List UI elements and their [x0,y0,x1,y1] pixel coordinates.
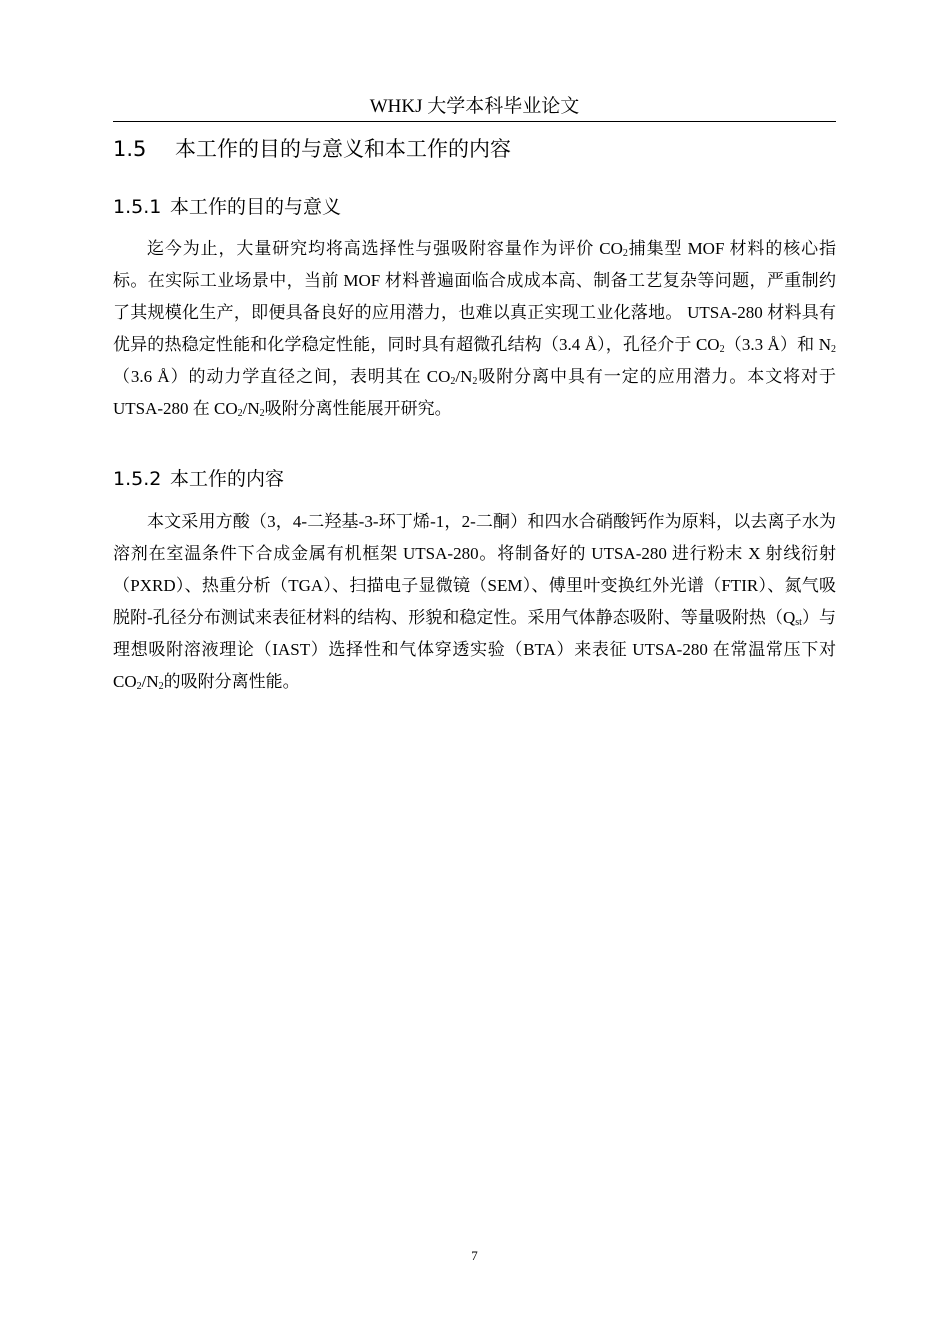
section-heading [113,135,511,163]
section-number: 1.5 [113,137,147,161]
p2-sub-3: 2 [158,681,164,692]
p1-text-7: /N [242,399,260,418]
p1-sub-7: 2 [259,408,265,419]
p1-text-6: 吸附分离中具有一定的应用潜力。本文将对于 UTSA-280 在 CO [113,367,836,418]
p2-text-4: 的吸附分离性能。 [163,672,300,691]
p1-text-4: （3.6 Å）的动力学直径之间，表明其在 CO [113,367,451,386]
subsection-heading-2 [113,466,284,492]
p1-sub-3: 2 [831,344,836,355]
section-title: 本工作的目的与意义和本工作的内容 [175,137,511,161]
p1-text-8: 吸附分离性能展开研究。 [264,399,452,418]
subsection-title-1: 本工作的目的与意义 [170,196,342,218]
p2-sub-2: 2 [136,681,142,692]
p1-sub-1: 2 [622,248,628,259]
paragraph-1 [113,233,836,425]
header-rule [113,121,836,122]
p1-sub-5: 2 [472,376,478,387]
subsection-number-1: 1.5.1 [113,196,162,218]
p2-text-3: /N [141,672,159,691]
paragraph-2 [113,506,836,698]
p1-text-2: 捕集型 MOF 材料的核心指标。在实际工业场景中，当前 MOF 材料普遍面临合成成本高、制备工艺复杂等问题，严重制约了其规模化生产，即便具备良好的应用潜力，也难以真正实现工业化落地。 UTSA-280 材料具有优异的热稳定性能和化学稳定性能，同时具有超微孔结构（3.4 Å），孔径介于 CO [113,239,836,354]
page-number: 7 [471,1248,478,1263]
p2-text-1: 本文采用方酸（3，4-二羟基-3-环丁烯-1，2-二酮）和四水合硝酸钙作为原料，以去离子水为溶剂在室温条件下合成金属有机框架 UTSA-280。将制备好的 UTSA-280 进行粉末 X 射线衍射（PXRD）、热重分析（TGA）、扫描电子显微镜（SEM）、傅里叶变换红外光谱（FTIR）、氮气吸脱附-孔径分布测试来表征材料的结构、形貌和稳定性。采用气体静态吸附、等量吸附热（Q [113,512,836,627]
p1-sub-4: 2 [450,376,456,387]
p2-text-2: ）与理想吸附溶液理论（IAST）选择性和气体穿透实验（BTA）来表征 UTSA-280 在常温常压下对 CO [113,608,837,691]
subsection-title-2: 本工作的内容 [170,468,285,490]
running-header: WHKJ 大学本科毕业论文 [369,96,580,117]
p1-sub-2: 2 [719,344,725,355]
p1-text-3: （3.3 Å）和 N [724,335,831,354]
subsection-number-2: 1.5.2 [113,468,162,490]
p1-text-1: 迄今为止，大量研究均将高选择性与强吸附容量作为评价 CO [147,239,623,258]
p1-text-5: /N [455,367,473,386]
p1-sub-6: 2 [237,408,243,419]
p2-sub-1: st [795,617,802,628]
subsection-heading-1 [113,194,341,220]
